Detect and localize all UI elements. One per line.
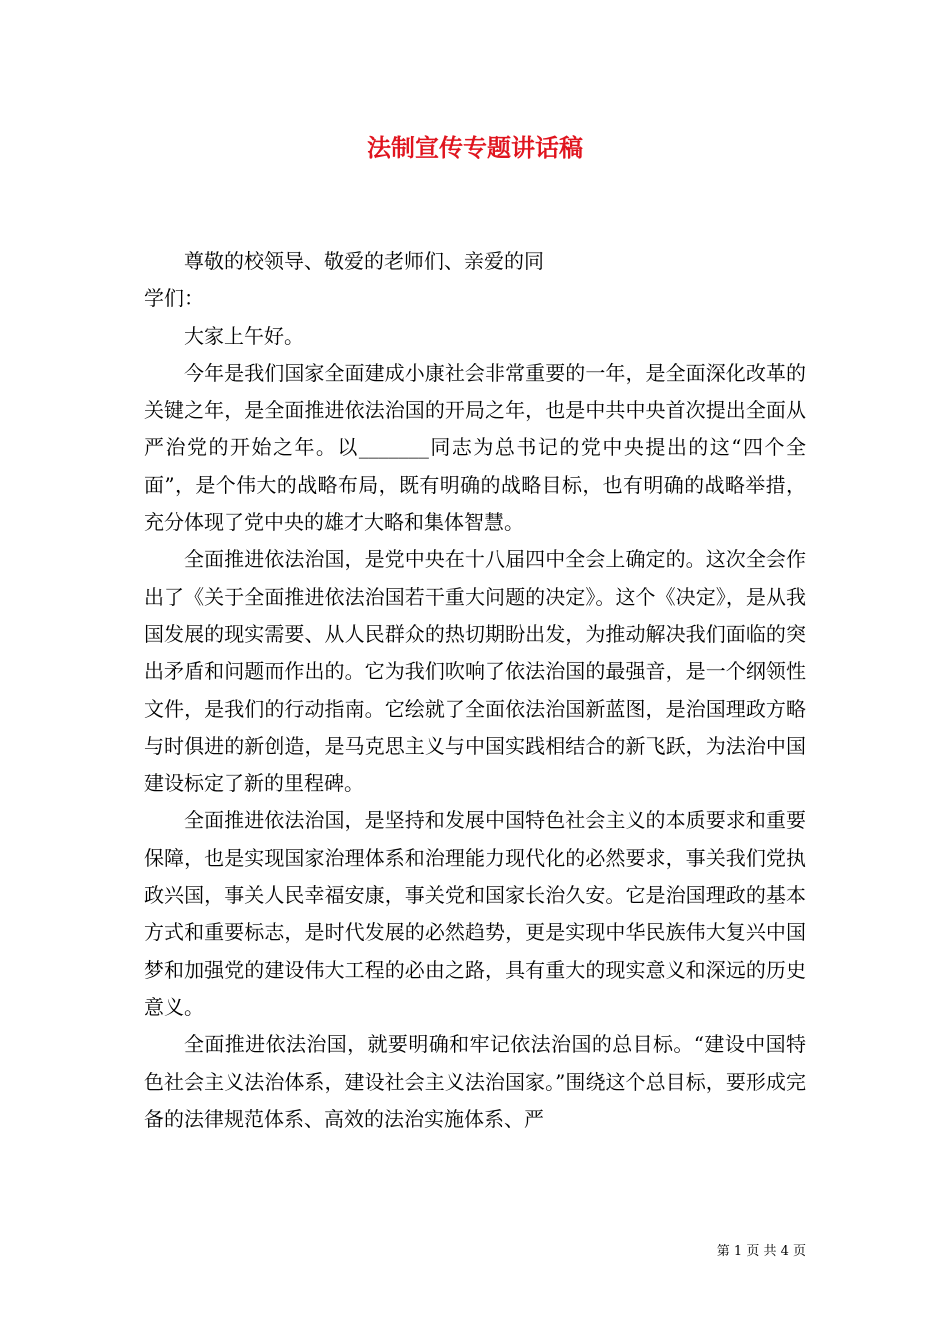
page-number-footer: 第 1 页 共 4 页 [716, 1244, 806, 1259]
body-paragraph: 全面推进依法治国，是坚持和发展中国特色社会主义的本质要求和重要保障，也是实现国家治理体系和治理能力现代化的必然要求，事关我们党执政兴国，事关人民幸福安康，事关党和国家长治久安。它是治国理政的基本方式和重要标志，是时代发展的必然趋势，更是实现中华民族伟大复兴中国梦和加强党的建设伟大工程的必由之路，具有重大的现实意义和深远的历史意义。 [144, 808, 806, 1019]
body-paragraph: 今年是我们国家全面建成小康社会非常重要的一年，是全面深化改革的关键之年，是全面推进依法治国的开局之年，也是中共中央首次提出全面从严治党的开始之年。以_______同志为总书记的党中央提出的这“四个全面”，是个伟大的战略布局，既有明确的战略目标，也有明确的战略举措，充分体现了党中央的雄才大略和集体智慧。 [144, 360, 806, 535]
greeting-paragraph: 尊敬的校领导、敬爱的老师们、亲爱的同学们： [144, 249, 544, 311]
body-paragraph: 全面推进依法治国，是党中央在十八届四中全会上确定的。这次全会作出了《关于全面推进依法治国若干重大问题的决定》。这个《决定》，是从我国发展的现实需要、从人民群众的热切期盼出发，为推动解决我们面临的突出矛盾和问题而作出的。它为我们吹响了依法治国的最强音，是一个纲领性文件，是我们的行动指南。它绘就了全面依法治国新蓝图，是治国理政方略与时俱进的新创造，是马克思主义与中国实践相结合的新飞跃，为法治中国建设标定了新的里程碑。 [144, 547, 806, 796]
document-body [144, 243, 806, 1138]
document-title: 法制宣传专题讲话稿 [367, 133, 583, 162]
body-paragraph: 全面推进依法治国，就要明确和牢记依法治国的总目标。“建设中国特色社会主义法治体系，建设社会主义法治国家。”围绕这个总目标，要形成完备的法律规范体系、高效的法治实施体系、严 [144, 1032, 806, 1131]
body-paragraph: 大家上午好。 [184, 323, 304, 348]
